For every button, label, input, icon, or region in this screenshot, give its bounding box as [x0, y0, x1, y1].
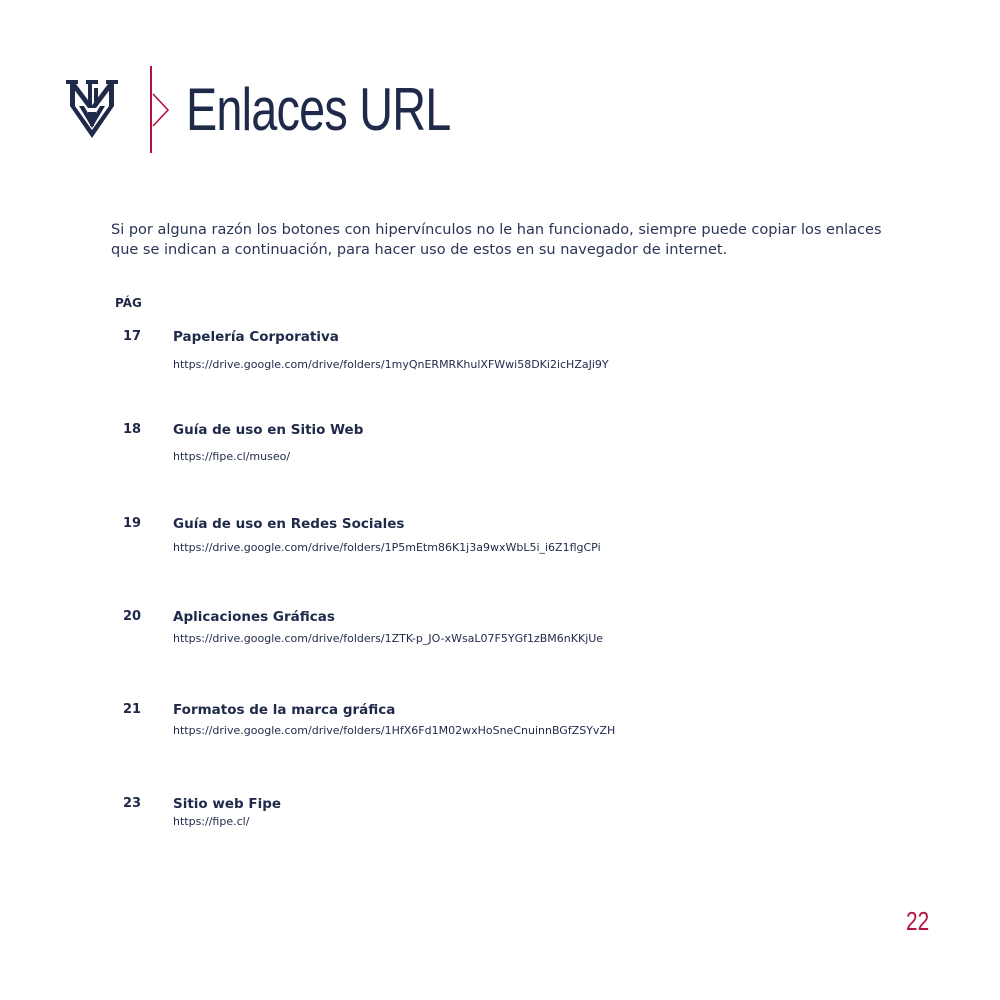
page-number: 22: [906, 906, 930, 936]
entry-url-link[interactable]: https://drive.google.com/drive/folders/1myQnERMRKhulXFWwi58DKi2icHZaJi9Y: [173, 358, 609, 371]
page-title: Enlaces URL: [186, 76, 451, 143]
entry-page-number: 20: [122, 609, 142, 624]
page-column-header: PÁG: [115, 296, 142, 310]
entry-title: Formatos de la marca gráfica: [173, 702, 396, 718]
entry-title: Papelería Corporativa: [173, 329, 339, 345]
entry-title: Sitio web Fipe: [173, 796, 282, 812]
entry-title: Guía de uso en Redes Sociales: [173, 516, 405, 532]
entry-url-link[interactable]: https://drive.google.com/drive/folders/1ZTK-p_JO-xWsaL07F5YGf1zBM6nKKjUe: [173, 632, 604, 645]
entry-page-number: 23: [122, 796, 142, 811]
entry-url-link[interactable]: https://fipe.cl/museo/: [173, 450, 291, 463]
entry-title: Guía de uso en Sitio Web: [173, 422, 364, 438]
entry-page-number: 21: [122, 702, 142, 717]
entry-url-link[interactable]: https://fipe.cl/: [173, 815, 250, 828]
entry-page-number: 18: [122, 422, 142, 437]
entry-page-number: 17: [122, 329, 142, 344]
entry-page-number: 19: [122, 516, 142, 531]
entry-title: Aplicaciones Gráficas: [173, 609, 335, 625]
chevron-right-icon: [152, 93, 170, 127]
intro-paragraph: Si por alguna razón los botones con hipervínculos no le han funcionado, siempre puede copiar los enlaces que se indican a continuación, para hacer uso de estos en su navegador de internet.: [111, 222, 882, 258]
entry-url-link[interactable]: https://drive.google.com/drive/folders/1P5mEtm86K1j3a9wxWbL5i_i6Z1flgCPi: [173, 541, 601, 554]
fipe-logo-icon: [64, 78, 120, 142]
entry-url-link[interactable]: https://drive.google.com/drive/folders/1HfX6Fd1M02wxHoSneCnuinnBGfZSYvZH: [173, 724, 616, 737]
